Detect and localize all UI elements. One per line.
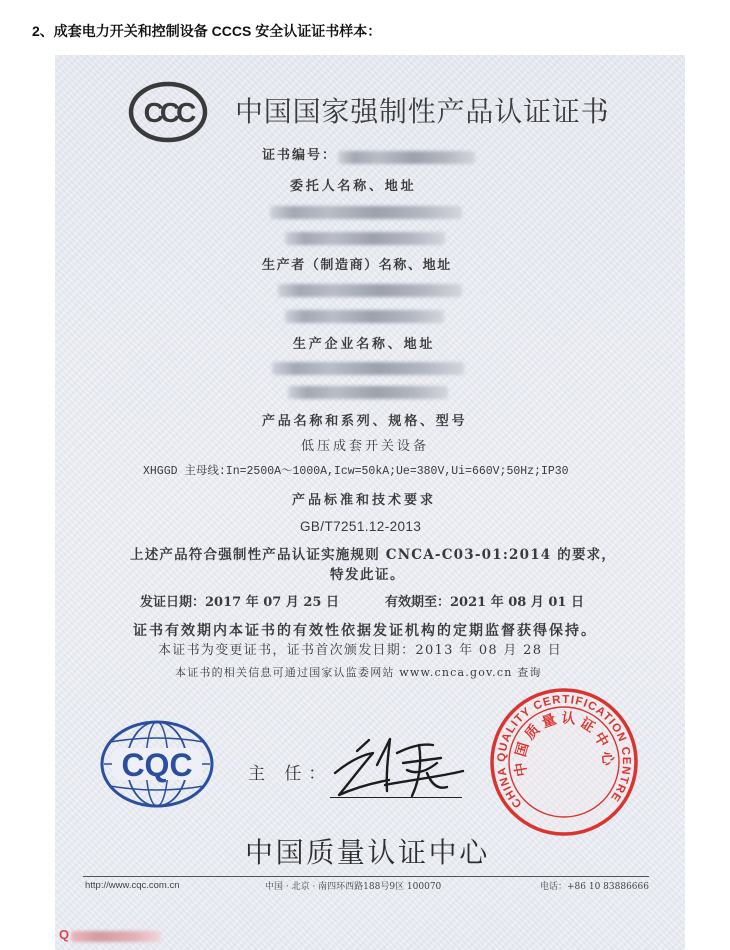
redacted-factory-name: [272, 362, 464, 375]
certificate-title: 中国国家强制性产品认证证书: [235, 95, 610, 128]
change-note: 本证书为变更证书，证书首次颁发日期：2013 年 08 月 28 日: [158, 643, 563, 658]
ccc-logo: [127, 80, 209, 144]
signature-line: [330, 797, 462, 798]
conformity-closing: 特发此证。: [330, 567, 405, 583]
conformity-statement: 上述产品符合强制性产品认证实施规则 CNCA-C03-01:2014 的要求，: [130, 547, 617, 563]
standard-value: GB/T7251.12-2013: [300, 519, 422, 534]
product-spec: XHGGD 主母线:In=2500A～1000A,Icw=50kA;Ue=380V,Ui=660V;50Hz;IP30: [143, 465, 569, 478]
certification-seal: [488, 686, 640, 838]
footer-divider: [83, 876, 649, 877]
client-label: 委托人名称、地址: [290, 179, 417, 194]
footer-website: http://www.cqc.com.cn: [85, 880, 180, 891]
manufacturer-label: 生产者（制造商）名称、地址: [262, 258, 452, 273]
cert-number-label: 证书编号：: [262, 148, 338, 163]
page-heading: 2、成套电力开关和控制设备 CCCS 安全认证证书样本：: [32, 23, 382, 39]
redacted-client-address: [285, 232, 445, 245]
redacted-cert-number: [338, 151, 475, 164]
footer-phone: 电话：+86 10 83886666: [540, 882, 649, 892]
cqc-logo-text: CQC: [121, 747, 193, 783]
ccc-logo-text: CCC: [143, 97, 193, 128]
cqc-logo: [98, 718, 216, 810]
redacted-factory-address: [288, 386, 448, 399]
valid-until: 有效期至：2021 年 08 月 01 日: [385, 595, 584, 610]
standard-label: 产品标准和技术要求: [292, 493, 437, 508]
validity-note: 证书有效期内本证书的有效性依据发证机构的定期监督获得保持。: [133, 623, 597, 639]
footer-address: 中国 · 北京 · 南四环西路188号9区 100070: [265, 882, 442, 892]
redacted-client-name: [270, 206, 462, 219]
issuer-name: 中国质量认证中心: [245, 836, 490, 869]
product-label: 产品名称和系列、规格、型号: [262, 414, 468, 429]
director-signature: [327, 733, 467, 803]
product-name: 低压成套开关设备: [301, 439, 430, 454]
factory-label: 生产企业名称、地址: [293, 337, 436, 352]
redacted-manufacturer-address: [285, 310, 444, 323]
seal-outer-text: CHINA QUALITY CERTIFICATION CENTRE: [495, 693, 633, 810]
bottom-mark: Q: [59, 927, 70, 942]
certificate-image: [55, 55, 685, 950]
director-label: 主 任：: [248, 764, 333, 784]
redacted-manufacturer-name: [278, 284, 462, 297]
info-note: 本证书的相关信息可通过国家认监委网站 www.cnca.gov.cn 查询: [175, 666, 542, 679]
redacted-bottom-code: [71, 931, 161, 942]
issue-date: 发证日期：2017 年 07 月 25 日: [140, 595, 339, 610]
seal-inner-text: 中国质量认证中心: [512, 710, 616, 778]
